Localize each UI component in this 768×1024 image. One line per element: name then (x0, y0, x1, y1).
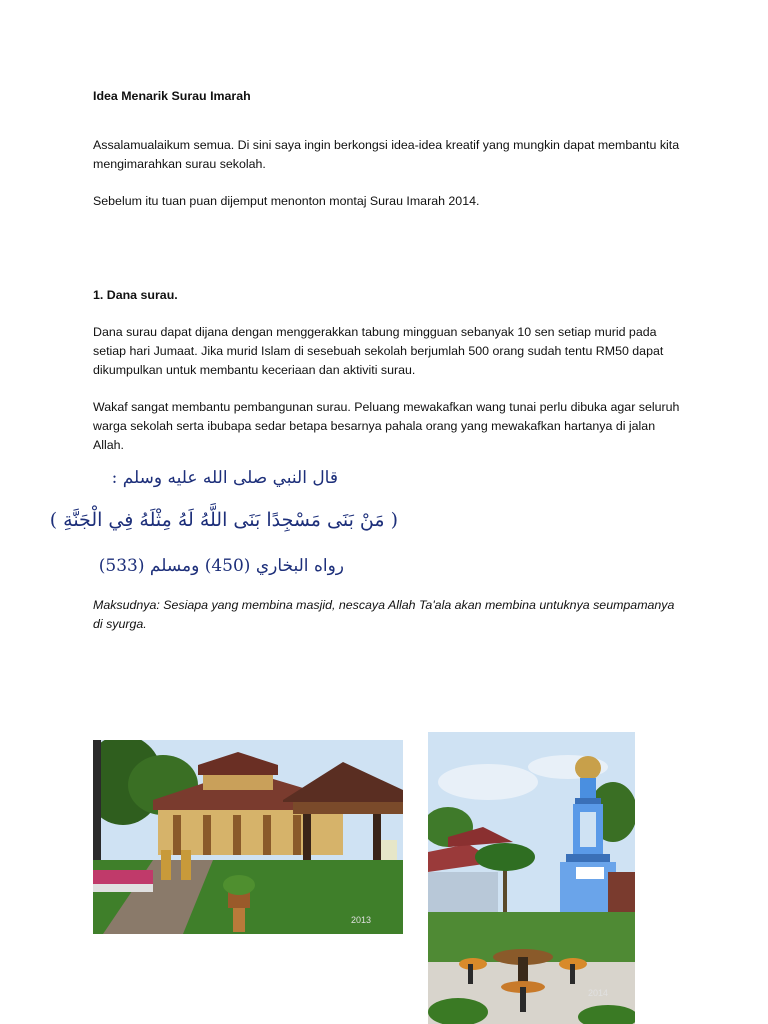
document-title: Idea Menarik Surau Imarah (93, 89, 251, 103)
intro-paragraph: Assalamualaikum semua. Di sini saya ingin berkongsi idea-idea kreatif yang mungkin dapat membantu kita mengimarahkan surau sekolah. (93, 138, 680, 171)
dana-paragraph: Dana surau dapat dijana dengan menggerakkan tabung mingguan sebanyak 10 sen setiap murid pada setiap hari Jumaat. Jika murid Islam di sesebuah sekolah berjumlah 500 orang sudah tentu RM50 dapat dikumpulkan untuk membantu keceriaan dan aktiviti surau. (93, 325, 664, 377)
surau-tower-illustration (428, 732, 635, 1024)
surau-tower-garden-photo (428, 732, 635, 1024)
photo1-date-stamp: 2013 (351, 915, 372, 925)
section-heading-dana-surau: 1. Dana surau. (93, 288, 178, 302)
hadith-intro: قال النبي صلى الله عليه وسلم : (111, 468, 338, 488)
hadith-text: ( مَنْ بَنَى مَسْجِدًا بَنَى اللَّهُ لَهُ مِثْلَهُ فِي الْجَنَّةِ ) (49, 509, 398, 531)
invite-paragraph: Sebelum itu tuan puan dijemput menonton montaj Surau Imarah 2014. (93, 194, 480, 208)
wakaf-paragraph: Wakaf sangat membantu pembangunan surau. Peluang mewakafkan wang tunai perlu dibuka agar seluruh warga sekolah serta ibubapa sedar betapa besarnya pahala orang yang mewakafkan hartanya di jalan Allah. (93, 400, 680, 452)
photo2-date-stamp: 2014 (588, 988, 609, 998)
translation-paragraph: Maksudnya: Sesiapa yang membina masjid, nescaya Allah Ta'ala akan membina untuknya seumpamanya di syurga. (93, 598, 675, 631)
surau-building-photo (93, 740, 403, 934)
surau-building-illustration (93, 740, 403, 934)
hadith-source: رواه البخاري (450) ومسلم (533) (98, 556, 344, 576)
